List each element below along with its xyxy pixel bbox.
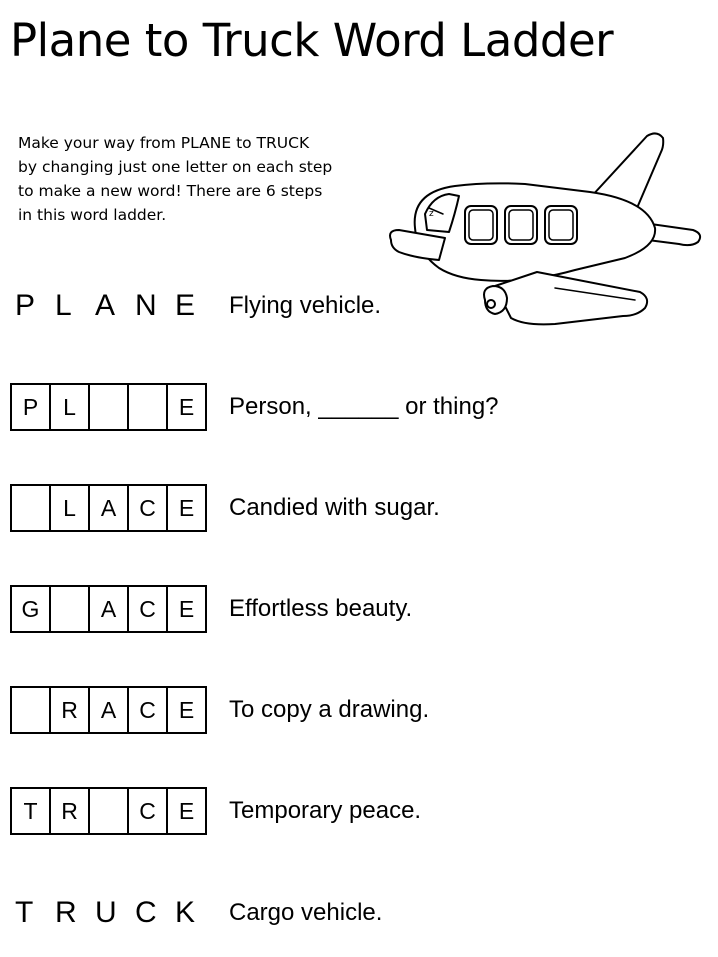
letter-box[interactable]: C <box>129 688 168 732</box>
letter-box[interactable]: E <box>168 688 207 732</box>
instructions <box>18 131 388 227</box>
clue-text: Cargo vehicle. <box>229 899 383 926</box>
letter-boxes <box>10 484 207 532</box>
word-letter: T <box>15 896 34 929</box>
letter-boxes <box>10 686 207 734</box>
clue-text: To copy a drawing. <box>229 696 430 723</box>
letter-box[interactable]: G <box>12 587 51 631</box>
word-letter: R <box>55 896 77 929</box>
letter-boxes <box>10 585 207 633</box>
letter-box[interactable]: E <box>168 587 207 631</box>
instructions-line: to make a new word! There are 6 steps <box>18 182 323 200</box>
word-letter: P <box>15 289 36 322</box>
letter-box[interactable]: C <box>129 789 168 833</box>
end-word <box>10 889 210 937</box>
clue-text: Candied with sugar. <box>229 494 440 521</box>
letter-box[interactable]: T <box>12 789 51 833</box>
page-title: Plane to Truck Word Ladder <box>10 14 614 67</box>
word-letter: U <box>95 896 117 929</box>
letter-box[interactable] <box>90 385 129 429</box>
letter-box[interactable] <box>12 688 51 732</box>
word-letter: C <box>135 896 157 929</box>
airplane-icon <box>385 128 710 333</box>
letter-box[interactable]: A <box>90 486 129 530</box>
clue-text: Temporary peace. <box>229 797 422 824</box>
letter-box[interactable]: C <box>129 587 168 631</box>
letter-box[interactable] <box>90 789 129 833</box>
clue-text: Flying vehicle. <box>229 292 382 319</box>
svg-text:z: z <box>429 209 434 219</box>
instructions-line: Make your way from PLANE to TRUCK <box>18 134 310 152</box>
instructions-line: in this word ladder. <box>18 206 167 224</box>
word-letter: E <box>175 289 196 322</box>
letter-box[interactable] <box>129 385 168 429</box>
letter-box[interactable]: E <box>168 789 207 833</box>
word-letter: K <box>175 896 196 929</box>
letter-box[interactable]: C <box>129 486 168 530</box>
start-word <box>10 282 210 330</box>
word-letter: N <box>135 289 157 322</box>
clue-text: Person, ______ or thing? <box>229 393 499 420</box>
letter-box[interactable]: E <box>168 486 207 530</box>
letter-box[interactable]: L <box>51 486 90 530</box>
word-letter: A <box>95 289 116 322</box>
letter-box[interactable]: L <box>51 385 90 429</box>
letter-box[interactable]: R <box>51 688 90 732</box>
letter-box[interactable] <box>12 486 51 530</box>
letter-box[interactable] <box>51 587 90 631</box>
clue-text: Effortless beauty. <box>229 595 413 622</box>
word-letter: L <box>55 289 72 322</box>
letter-boxes <box>10 383 207 431</box>
letter-box[interactable]: A <box>90 587 129 631</box>
letter-box[interactable]: A <box>90 688 129 732</box>
letter-box[interactable]: E <box>168 385 207 429</box>
instructions-line: by changing just one letter on each step <box>18 158 333 176</box>
letter-box[interactable]: P <box>12 385 51 429</box>
letter-box[interactable]: R <box>51 789 90 833</box>
letter-boxes <box>10 787 207 835</box>
